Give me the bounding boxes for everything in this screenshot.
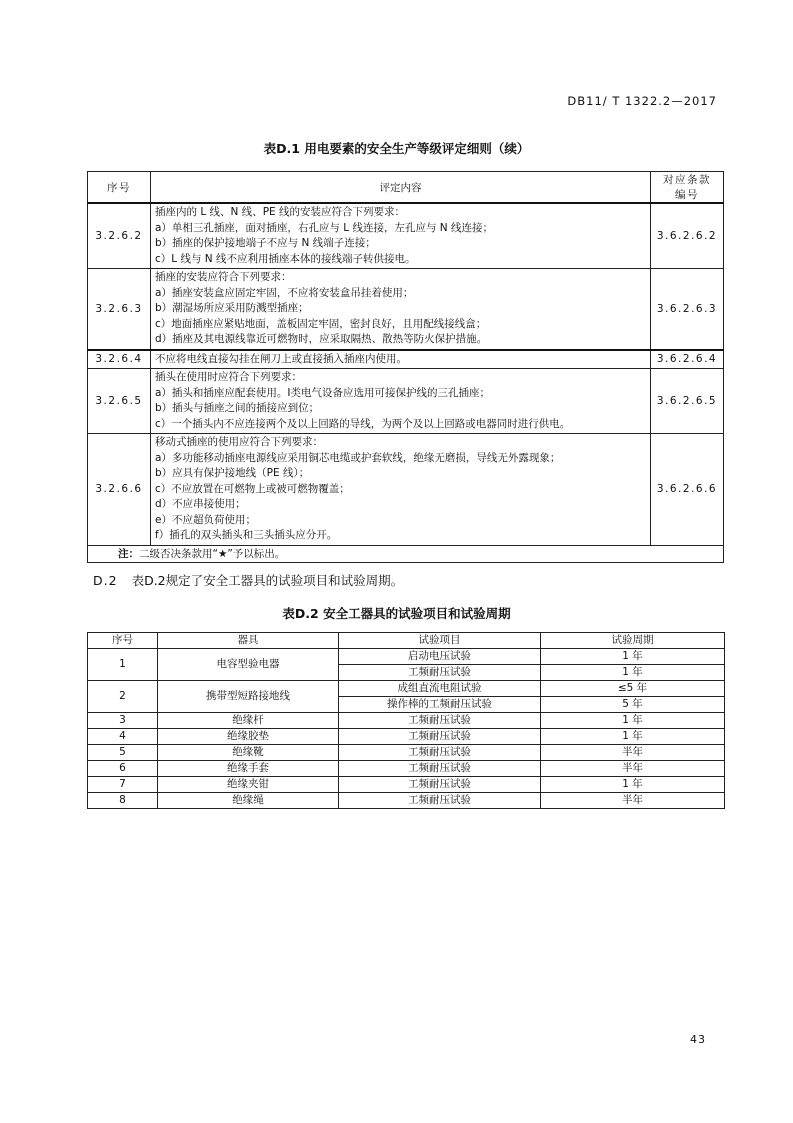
content-line: c）L 线与 N 线不应利用插座本体的接线端子转供接电。 [155, 252, 416, 265]
content-line: 插座内的 L 线、N 线、PE 线的安装应符合下列要求： [155, 206, 406, 218]
row-no: 3.2.6.3 [88, 269, 151, 350]
row-item: 工频耐压试验 [339, 729, 541, 745]
content-line: a）多功能移动插座电源线应采用铜芯电缆或护套软线，绝缘无磨损，导线无外露现象； [155, 451, 561, 464]
row-no: 2 [88, 681, 158, 713]
row-item: 工频耐压试验 [339, 761, 541, 777]
row-content [151, 350, 651, 369]
row-content [151, 203, 651, 269]
section-paragraph [93, 571, 403, 589]
row-no: 4 [88, 729, 158, 745]
table-d2-caption: 表D.2 安全工器具的试验项目和试验周期 [282, 606, 511, 621]
row-no: 5 [88, 745, 158, 761]
content-line: d）不应串接使用； [155, 498, 246, 510]
row-ref: 3.6.2.6.6 [651, 434, 724, 546]
row-period: 1 年 [541, 713, 725, 729]
row-item: 启动电压试验 [339, 649, 541, 665]
content-line: b）插座的保护接地端子不应与 N 线端子连接； [155, 237, 376, 249]
row-no: 8 [88, 793, 158, 809]
row-no: 3.2.6.4 [88, 350, 151, 369]
row-no: 3 [88, 713, 158, 729]
header-content: 评定内容 [151, 172, 651, 204]
table-row [88, 269, 724, 350]
table-d1 [87, 171, 724, 563]
content-line: d）插座及其电源线靠近可燃物时，应采取隔热、散热等防火保护措施。 [155, 333, 488, 345]
header-no: 序号 [88, 633, 158, 649]
table-note-row [88, 545, 724, 562]
table-header-row [88, 633, 725, 649]
section-text: 表D.2规定了安全工器具的试验项目和试验周期。 [131, 573, 404, 588]
row-content [151, 369, 651, 434]
row-item: 工频耐压试验 [339, 665, 541, 681]
table-row [88, 350, 724, 369]
content-line: 不应将电线直接勾挂在闸刀上或直接插入插座内使用。 [155, 352, 407, 365]
content-line: a）插座安装盒应固定牢固，不应将安装盒吊挂着使用； [155, 286, 414, 299]
content-line: 插座的安装应符合下列要求： [155, 271, 292, 283]
row-period: 1 年 [541, 649, 725, 665]
table-row [88, 761, 725, 777]
table-header-row [88, 172, 724, 204]
content-line: 插头在使用时应符合下列要求： [155, 371, 302, 383]
row-tool: 携带型短路接地线 [158, 681, 339, 713]
row-tool: 绝缘杆 [158, 713, 339, 729]
row-item: 工频耐压试验 [339, 793, 541, 809]
row-period: ≤5 年 [541, 681, 725, 697]
document-code: DB11/ T 1322.2—2017 [567, 94, 717, 108]
table-row [88, 649, 725, 665]
table-d2 [87, 632, 725, 809]
content-line: c）地面插座应紧贴地面，盖板固定牢固，密封良好，且用配线接线盒； [155, 317, 487, 330]
table-row [88, 434, 724, 546]
table-row [88, 203, 724, 269]
content-line: b）潮湿场所应采用防溅型插座； [155, 302, 309, 314]
row-content [151, 269, 651, 350]
row-tool: 电容型验电器 [158, 649, 339, 681]
table-row [88, 793, 725, 809]
row-period: 5 年 [541, 697, 725, 713]
row-tool: 绝缘靴 [158, 745, 339, 761]
row-no: 3.2.6.5 [88, 369, 151, 434]
table-row [88, 777, 725, 793]
content-line: b）应具有保护接地线（PE 线）； [155, 467, 310, 479]
row-tool: 绝缘夹钳 [158, 777, 339, 793]
table-d1-caption: 表D.1 用电要素的安全生产等级评定细则（续） [263, 141, 530, 156]
page-number: 43 [690, 1033, 706, 1046]
section-number: D.2 [93, 573, 118, 588]
header-ref-line2: 编号 [675, 189, 699, 201]
table-row [88, 745, 725, 761]
row-ref: 3.6.2.6.4 [651, 350, 724, 369]
row-tool: 绝缘胶垫 [158, 729, 339, 745]
row-item: 工频耐压试验 [339, 745, 541, 761]
header-ref [651, 172, 724, 204]
row-no: 1 [88, 649, 158, 681]
content-line: a）插头和插座应配套使用。Ⅰ类电气设备应选用可接保护线的三孔插座； [155, 386, 491, 399]
row-period: 半年 [541, 745, 725, 761]
row-period: 1 年 [541, 777, 725, 793]
row-ref: 3.6.2.6.2 [651, 203, 724, 269]
table-row [88, 681, 725, 697]
table-note [88, 545, 724, 562]
header-tool: 器具 [158, 633, 339, 649]
content-line: 移动式插座的使用应符合下列要求： [155, 436, 323, 448]
row-period: 1 年 [541, 665, 725, 681]
row-period: 半年 [541, 761, 725, 777]
content-line: b）插头与插座之间的插接应到位； [155, 402, 320, 414]
row-no: 7 [88, 777, 158, 793]
content-line: e）不应超负荷使用； [155, 513, 256, 526]
content-line: c）一个插头内不应连接两个及以上回路的导线，为两个及以上回路或电器同时进行供电。 [155, 417, 571, 430]
row-item: 操作棒的工频耐压试验 [339, 697, 541, 713]
row-no: 3.2.6.6 [88, 434, 151, 546]
row-period: 半年 [541, 793, 725, 809]
row-ref: 3.6.2.6.5 [651, 369, 724, 434]
table-row [88, 729, 725, 745]
row-period: 1 年 [541, 729, 725, 745]
content-line: a）单相三孔插座，面对插座，右孔应与 L 线连接，左孔应与 N 线连接； [155, 221, 493, 234]
row-no: 6 [88, 761, 158, 777]
note-label: 注： [118, 547, 139, 560]
row-tool: 绝缘绳 [158, 793, 339, 809]
header-period: 试验周期 [541, 633, 725, 649]
row-no: 3.2.6.2 [88, 203, 151, 269]
table-row [88, 369, 724, 434]
table-row [88, 713, 725, 729]
row-item: 工频耐压试验 [339, 713, 541, 729]
content-line: f）插孔的双头插头和三头插头应分开。 [155, 529, 338, 541]
row-tool: 绝缘手套 [158, 761, 339, 777]
row-item: 成组直流电阻试验 [339, 681, 541, 697]
header-ref-line1: 对应条款 [663, 174, 711, 186]
content-line: c）不应放置在可燃物上或被可燃物覆盖； [155, 482, 350, 495]
header-item: 试验项目 [339, 633, 541, 649]
header-no: 序号 [88, 172, 151, 204]
note-text: 二级否决条款用“★”予以标出。 [139, 547, 286, 560]
row-item: 工频耐压试验 [339, 777, 541, 793]
row-ref: 3.6.2.6.3 [651, 269, 724, 350]
row-content [151, 434, 651, 546]
